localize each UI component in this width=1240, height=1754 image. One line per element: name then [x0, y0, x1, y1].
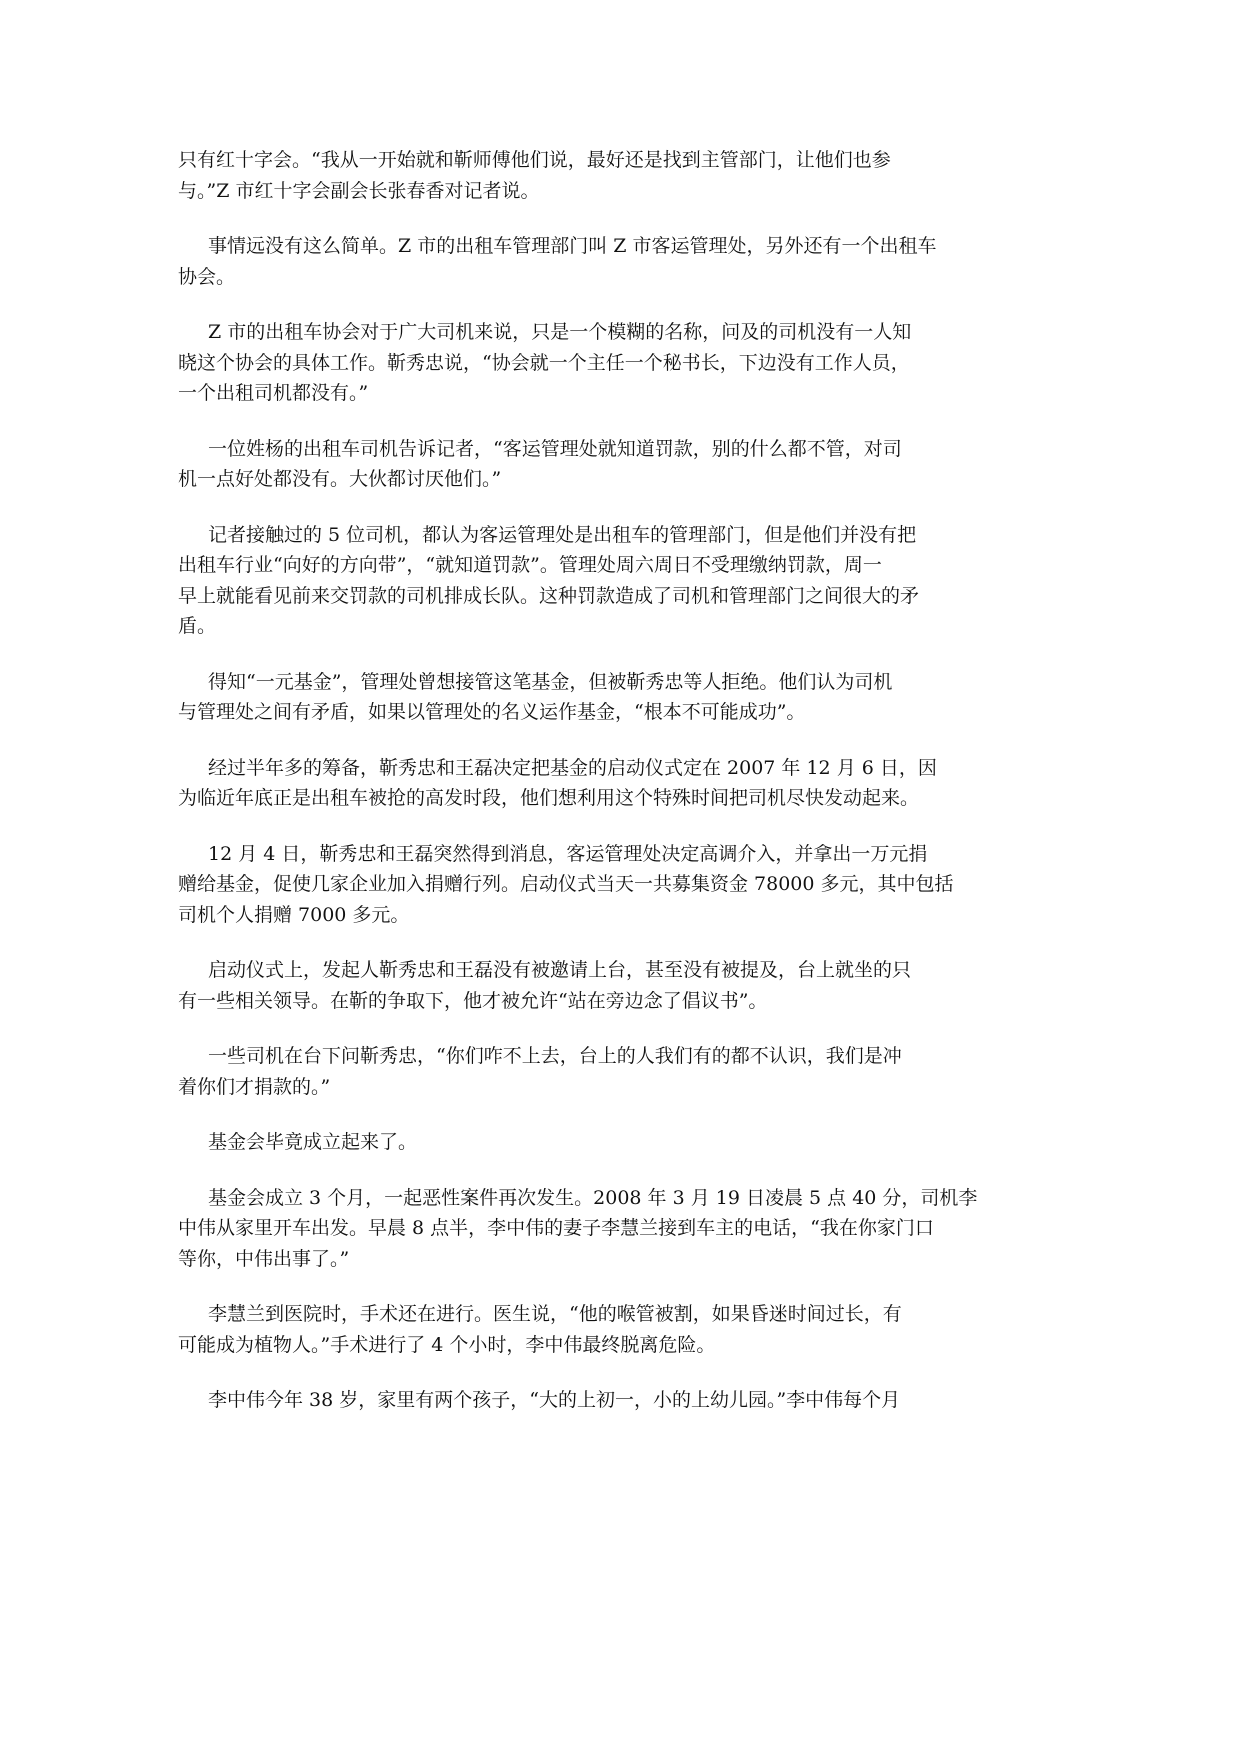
- text-line: 出租车行业“向好的方向带”，“就知道罚款”。管理处周六周日不受理缴纳罚款，周一: [178, 554, 882, 576]
- text-line: 得知“一元基金”，管理处曾想接管这笔基金，但被靳秀忠等人拒绝。他们认为司机: [208, 670, 893, 693]
- paragraph-12: [178, 1183, 978, 1275]
- text-line: 着你们才捐款的。”: [178, 1075, 331, 1098]
- paragraph-9: [178, 955, 958, 1016]
- text-line: 为临近年底正是出租车被抢的高发时段，他们想利用这个特殊时间把司机尽快发动起来。: [178, 787, 920, 809]
- text-line: 记者接触过的 5 位司机，都认为客运管理处是出租车的管理部门，但是他们并没有把: [208, 523, 917, 546]
- paragraph-2: [178, 231, 958, 292]
- text-line: 一位姓杨的出租车司机告诉记者，“客运管理处就知道罚款，别的什么都不管，对司: [208, 437, 902, 460]
- text-line: 基金会成立 3 个月，一起恶性案件再次发生。2008 年 3 月 19 日凌晨 5 点 40 分，司机李: [208, 1186, 978, 1209]
- text-line: 晓这个协会的具体工作。靳秀忠说，“协会就一个主任一个秘书长，下边没有工作人员，: [178, 351, 910, 374]
- text-line: 只有红十字会。“我从一开始就和靳师傅他们说，最好还是找到主管部门，让他们也参: [178, 149, 891, 171]
- text-line: 经过半年多的筹备，靳秀忠和王磊决定把基金的启动仪式定在 2007 年 12 月 6 日，因: [208, 756, 937, 779]
- text-line: 协会。: [178, 265, 236, 288]
- text-line: 中伟从家里开车出发。早晨 8 点半，李中伟的妻子李慧兰接到车主的电话，“我在你家门口: [178, 1217, 934, 1239]
- text-line: 与。”Z 市红十字会副会长张春香对记者说。: [178, 179, 540, 202]
- text-line: 李中伟今年 38 岁，家里有两个孩子，“大的上初一，小的上幼儿园。”李中伟每个月: [208, 1389, 901, 1411]
- paragraph-4: [178, 434, 958, 495]
- text-line: 一些司机在台下问靳秀忠，“你们咋不上去，台上的人我们有的都不认识，我们是冲: [208, 1045, 902, 1067]
- text-line: Z 市的出租车协会对于广大司机来说，只是一个模糊的名称，问及的司机没有一人知: [208, 321, 912, 343]
- text-line: 等你，中伟出事了。”: [178, 1247, 350, 1270]
- text-line: 早上就能看见前来交罚款的司机排成长队。这种罚款造成了司机和管理部门之间很大的矛: [178, 584, 920, 607]
- paragraph-7: [178, 753, 958, 814]
- text-line: 可能成为植物人。”手术进行了 4 个小时，李中伟最终脱离危险。: [178, 1333, 716, 1356]
- text-line: 盾。: [178, 615, 217, 637]
- text-line: 李慧兰到医院时，手术还在进行。医生说，“他的喉管被割，如果昏迷时间过长，有: [208, 1303, 902, 1325]
- text-line: 与管理处之间有矛盾，如果以管理处的名义运作基金，“根本不可能成功”。: [178, 701, 806, 723]
- paragraph-3: [178, 317, 958, 409]
- text-line: 基金会毕竟成立起来了。: [208, 1131, 418, 1153]
- paragraph-13: [178, 1299, 958, 1360]
- paragraph-5: [178, 520, 958, 642]
- text-line: 机一点好处都没有。大伙都讨厌他们。”: [178, 468, 502, 490]
- text-line: 司机个人捐赠 7000 多元。: [178, 903, 410, 926]
- text-line: 启动仪式上，发起人靳秀忠和王磊没有被邀请上台，甚至没有被提及，台上就坐的只: [208, 959, 912, 981]
- text-line: 赠给基金，促使几家企业加入捐赠行列。启动仪式当天一共募集资金 78000 多元，其中包括: [178, 873, 954, 895]
- text-line: 事情远没有这么简单。Z 市的出租车管理部门叫 Z 市客运管理处，另外还有一个出租车: [208, 235, 937, 257]
- paragraph-6: [178, 667, 958, 728]
- paragraph-8: [178, 839, 958, 931]
- text-line: 一个出租司机都没有。”: [178, 382, 369, 404]
- paragraph-11: [178, 1127, 958, 1158]
- text-line: 12 月 4 日，靳秀忠和王磊突然得到消息，客运管理处决定高调介入，并拿出一万元捐: [208, 842, 928, 865]
- paragraph-1: [178, 145, 958, 206]
- paragraph-10: [178, 1041, 958, 1102]
- text-line: 有一些相关领导。在靳的争取下，他才被允许“站在旁边念了倡议书”。: [178, 989, 768, 1012]
- paragraph-14: [178, 1385, 958, 1416]
- document-body: [178, 145, 978, 1441]
